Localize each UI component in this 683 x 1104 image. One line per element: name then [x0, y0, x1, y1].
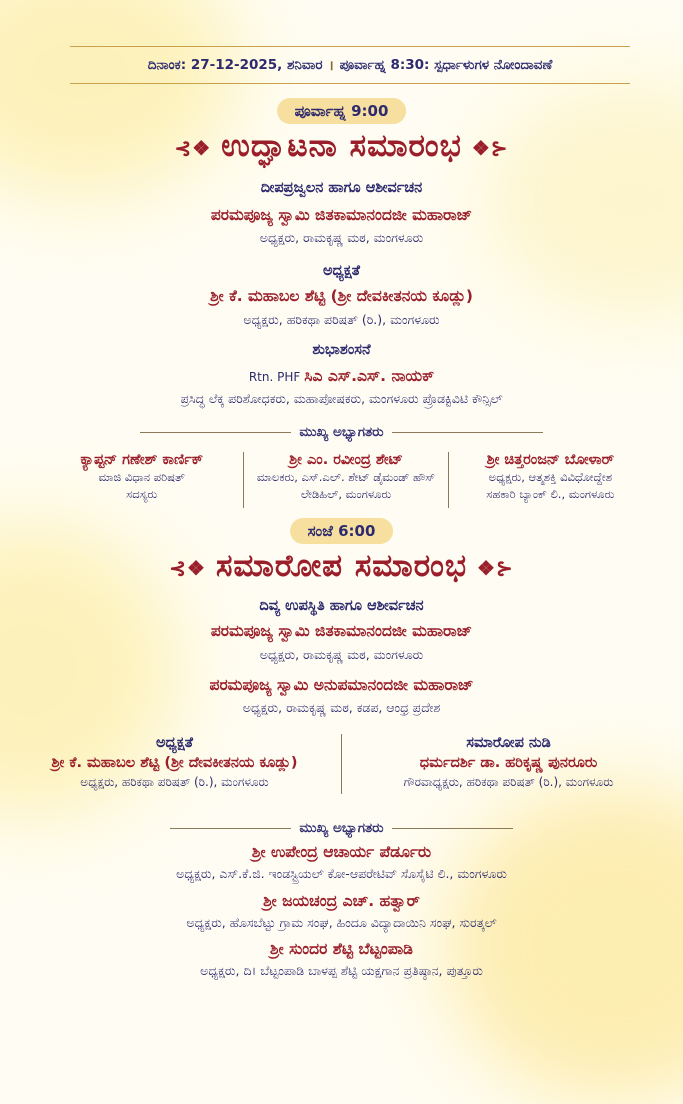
guest-desc: ಅಧ್ಯಕ್ಷರು, ಆತ್ಮಶಕ್ತಿ ವಿವಿಧೋದ್ದೇಶ [488, 470, 612, 484]
wish-label: ಶುಭಾಶಂಸನೆ [312, 342, 371, 358]
guests-divider [170, 818, 513, 838]
guests-label: ಮುಖ್ಯ ಅಭ್ಯಾಗತರು [299, 820, 384, 836]
divider-rule [170, 828, 291, 829]
ornament-right-icon: ❖⊱ [471, 135, 509, 160]
lamp-desc: ಅಧ್ಯಕ್ಷರು, ರಾಮಕೃಷ್ಣ ಮಠ, ಮಂಗಳೂರು [259, 230, 424, 245]
guest-name: ಶ್ರೀ ಸುಂದರ ಶೆಟ್ಟಿ ಬೆಟ್ಟಂಪಾಡಿ [270, 940, 413, 958]
speech-desc: ಗೌರವಾಧ್ಯಕ್ಷರು, ಹರಿಕಥಾ ಪರಿಷತ್ (ರಿ.), ಮಂಗಳೂರು [403, 775, 614, 789]
presence-desc-1: ಅಧ್ಯಕ್ಷರು, ರಾಮಕೃಷ್ಣ ಮಠ, ಮಂಗಳೂರು [259, 647, 424, 662]
speech-label: ಸಮಾರೋಪ ನುಡಿ [466, 735, 551, 751]
presence-desc-2: ಅಧ್ಯಕ್ಷರು, ರಾಮಕೃಷ್ಣ ಮಠ, ಕಡಪ, ಆಂಧ್ರ ಪ್ರದೇಶ [242, 700, 441, 715]
ornament-left-icon: ⊰❖ [169, 555, 206, 580]
chair-label: ಅಧ್ಯಕ್ಷತೆ [155, 735, 194, 751]
valedictory-chair-speech [8, 734, 675, 794]
ornament-left-icon: ⊰❖ [174, 135, 212, 160]
inauguration-title [0, 128, 683, 165]
guests-label: ಮುಖ್ಯ ಅಭ್ಯಾಗತರು [299, 424, 384, 440]
presence-name-1: ಪರಮಪೂಜ್ಯ ಸ್ವಾಮಿ ಜಿತಕಾಮಾನಂದಜೀ ಮಹಾರಾಜ್ [210, 622, 473, 640]
guest-name: ಶ್ರೀ ಉಪೇಂದ್ರ ಆಚಾರ್ಯ ಪೆರ್ಡೂರು [251, 843, 432, 861]
inauguration-time-badge: ಪೂರ್ವಾಹ್ನ 9:00 [277, 98, 407, 124]
wish-name: ಸಿಎ ಎಸ್.ಎಸ್. ನಾಯಕ್ [304, 367, 435, 385]
chair-name: ಶ್ರೀ ಕೆ. ಮಹಾಬಲ ಶೆಟ್ಟಿ (ಶ್ರೀ ದೇವಕೀತನಯ ಕೂಡ್ಲು) [210, 287, 473, 305]
chair-desc: ಅಧ್ಯಕ್ಷರು, ಹರಿಕಥಾ ಪರಿಷತ್ (ರಿ.), ಮಂಗಳೂರು [80, 775, 269, 789]
ornament-right-icon: ❖⊱ [477, 555, 514, 580]
event-date: ದಿನಾಂಕ: 27-12-2025, ಶನಿವಾರ [147, 57, 323, 73]
presence-label: ದಿವ್ಯ ಉಪಸ್ಥಿತಿ ಹಾಗೂ ಆಶೀರ್ವಚನ [259, 598, 424, 614]
presence-name-2: ಪರಮಪೂಜ್ಯ ಸ್ವಾಮಿ ಅನುಪಮಾನಂದಜೀ ಮಹಾರಾಜ್ [209, 676, 474, 694]
wish-name-row [0, 367, 683, 386]
divider-rule [392, 432, 543, 433]
divider-rule [140, 432, 291, 433]
guest-desc: ಅಧ್ಯಕ್ಷರು, ಹೊಸಬೆಟ್ಟು ಗ್ರಾಮ ಸಂಘ, ಹಿಂದೂ ವಿದ್ಯಾದಾಯಿನಿ ಸಂಘ, ಸುರತ್ಕಲ್ [186, 915, 497, 930]
guest-desc: ಅಧ್ಯಕ್ಷರು, ಎಸ್.ಕೆ.ಜಿ. ಇಂಡಸ್ಟ್ರಿಯಲ್ ಕೋ-ಆಪರೇಟಿವ್ ಸೊಸೈಟಿ ಲಿ., ಮಂಗಳೂರು [176, 866, 507, 881]
guest-card [243, 452, 447, 508]
chair-desc: ಅಧ್ಯಕ್ಷರು, ಹರಿಕಥಾ ಪರಿಷತ್ (ರಿ.), ಮಂಗಳೂರು [243, 312, 440, 327]
registration-time: ಪೂರ್ವಾಹ್ನ 8:30: ಸ್ಪರ್ಧಾಳುಗಳ ನೋಂದಾವಣೆ [339, 57, 553, 73]
guest-card [40, 452, 243, 508]
valedictory-time-badge: ಸಂಜೆ 6:00 [290, 518, 394, 544]
divider-rule [392, 828, 513, 829]
guest-name: ಶ್ರೀ ಜಯಚಂದ್ರ ಎಚ್. ಹತ್ವಾರ್ [263, 892, 420, 910]
separator: । [328, 58, 334, 74]
inauguration-guests [40, 452, 652, 508]
guest-desc: ಸದಸ್ಯರು [126, 487, 158, 501]
valedictory-speech [341, 734, 675, 794]
valedictory-title [0, 548, 683, 585]
guest-desc: ಮಾಜಿ ವಿಧಾನ ಪರಿಷತ್ [98, 470, 185, 484]
inauguration-title-text: ಉದ್ಘಾಟನಾ ಸಮಾರಂಭ [221, 128, 462, 164]
valedictory-chair [8, 734, 341, 794]
guest-name: ಕ್ಯಾಪ್ಟನ್ ಗಣೇಶ್ ಕಾರ್ಣಿಕ್ [80, 452, 204, 468]
guest-card [448, 452, 652, 508]
valedictory-title-text: ಸಮಾರೋಪ ಸಮಾರಂಭ [215, 548, 468, 584]
chair-name: ಶ್ರೀ ಕೆ. ಮಹಾಬಲ ಶೆಟ್ಟಿ (ಶ್ರೀ ದೇವಕೀತನಯ ಕೂಡ್ಲು) [51, 755, 298, 771]
wish-prefix: Rtn. PHF [248, 370, 301, 384]
guest-desc: ಲೇಡಿಹಿಲ್, ಮಂಗಳೂರು [300, 487, 392, 501]
lamp-label: ದೀಪಪ್ರಜ್ವಲನ ಹಾಗೂ ಆಶೀರ್ವಚನ [260, 180, 423, 196]
guest-name: ಶ್ರೀ ಚಿತ್ತರಂಜನ್ ಬೋಳಾರ್ [486, 452, 615, 468]
lamp-name: ಪರಮಪೂಜ್ಯ ಸ್ವಾಮಿ ಜಿತಕಾಮಾನಂದಜೀ ಮಹಾರಾಜ್ [210, 206, 473, 224]
guest-desc: ಸಹಕಾರಿ ಬ್ಯಾಂಕ್ ಲಿ., ಮಂಗಳೂರು [486, 487, 615, 501]
guests-divider [140, 422, 543, 442]
chair-label: ಅಧ್ಯಕ್ಷತೆ [322, 263, 361, 279]
guest-desc: ಮಾಲಕರು, ಎಸ್.ಎಲ್. ಶೇಟ್ ಡೈಮಂಡ್ ಹೌಸ್ [256, 470, 436, 484]
speech-name: ಧರ್ಮದರ್ಶಿ ಡಾ. ಹರಿಕೃಷ್ಣ ಪುನರೂರು [419, 755, 598, 771]
wish-desc: ಪ್ರಸಿದ್ಧ ಲೆಕ್ಕ ಪರಿಶೋಧಕರು, ಮಹಾಪೋಷಕರು, ಮಂಗಳೂರು ಪ್ರೊಡಕ್ಟಿವಿಟಿ ಕೌನ್ಸಿಲ್ [180, 391, 503, 406]
guest-desc: ಅಧ್ಯಕ್ಷರು, ದಿ। ಬೆಟ್ಟಂಪಾಡಿ ಬಾಳಪ್ಪ ಶೆಟ್ಟಿ ಯಕ್ಷಗಾನ ಪ್ರತಿಷ್ಠಾನ, ಪುತ್ತೂರು [200, 963, 483, 978]
guest-name: ಶ್ರೀ ಎಂ. ರವೀಂದ್ರ ಶೇಟ್ [289, 452, 403, 468]
date-bar [70, 46, 630, 84]
